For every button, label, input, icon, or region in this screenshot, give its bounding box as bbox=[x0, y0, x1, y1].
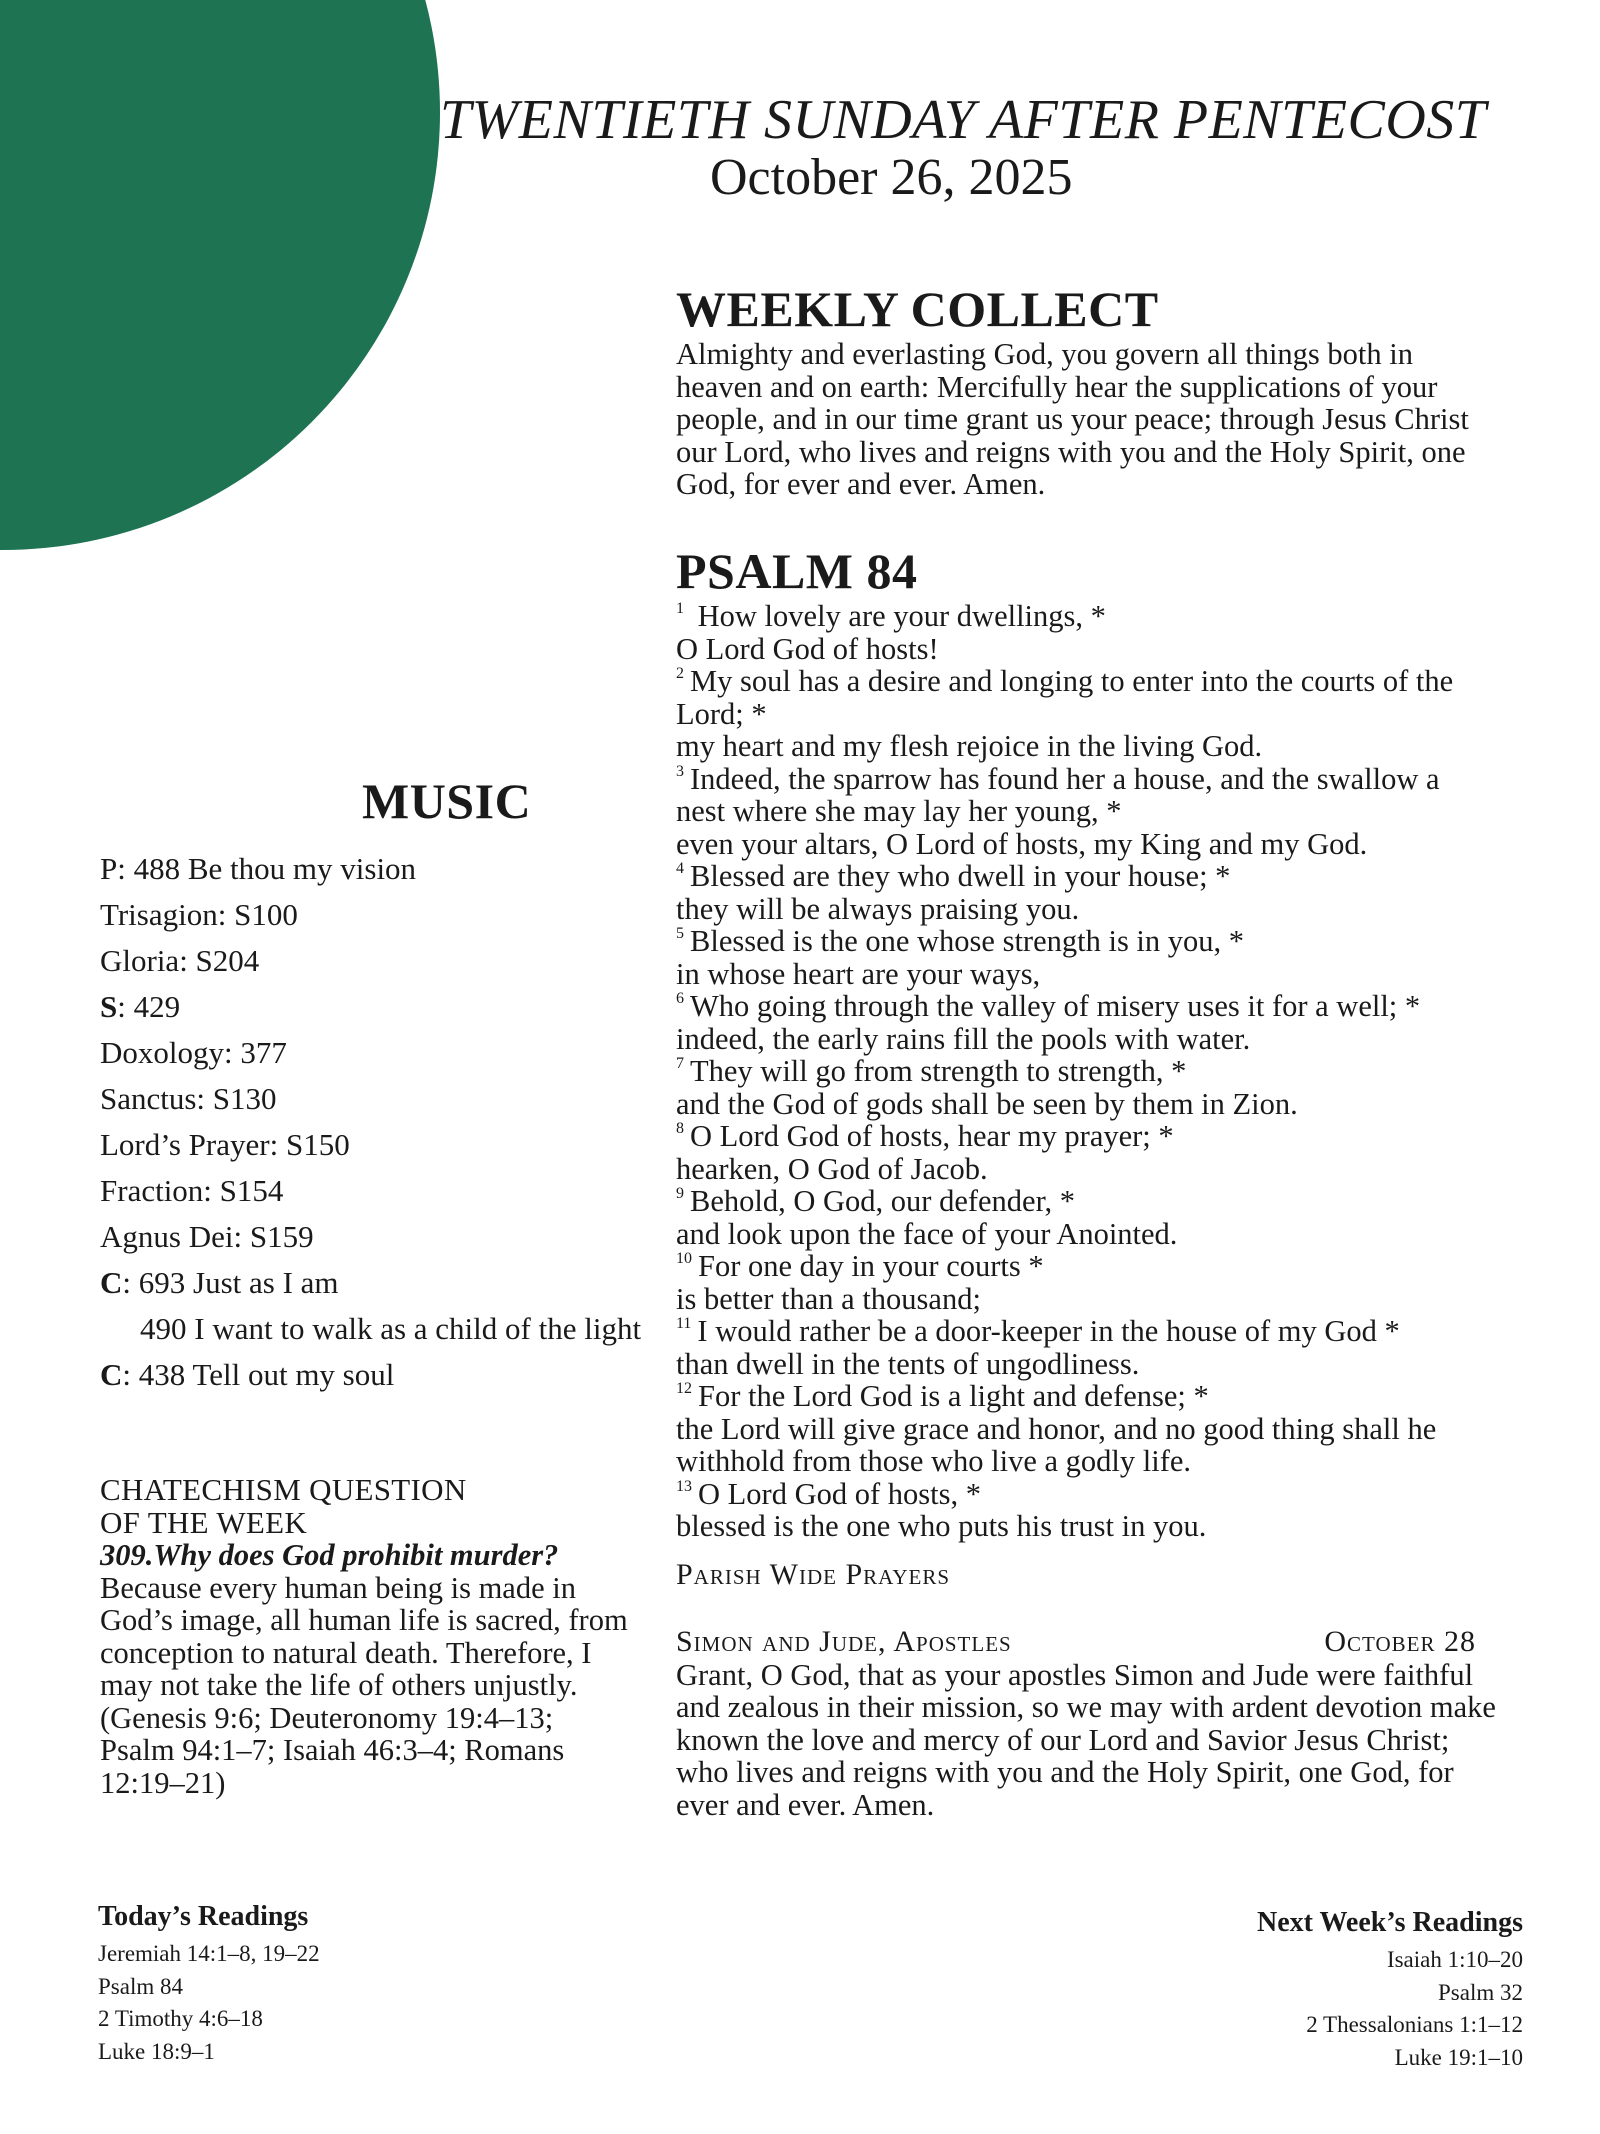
verse-text: Behold, O God, our defender, * bbox=[690, 1184, 1076, 1218]
reading-item: Psalm 84 bbox=[98, 1973, 183, 1999]
music-item bbox=[100, 1352, 660, 1398]
verse-text: even your altars, O Lord of hosts, my King and my God. bbox=[676, 826, 1368, 861]
music-item bbox=[100, 1076, 660, 1122]
music-item-text: Gloria: S204 bbox=[100, 943, 260, 978]
verse-text: is better than a thousand; bbox=[676, 1281, 981, 1316]
music-item bbox=[100, 984, 660, 1030]
catechism-answer bbox=[100, 1572, 660, 1800]
psalm-line bbox=[676, 1218, 1556, 1251]
catechism-heading: CHATECHISM QUESTION bbox=[100, 1472, 467, 1507]
page-date: October 26, 2025 bbox=[710, 149, 1073, 206]
psalm-line bbox=[676, 763, 1556, 796]
reading-item: Luke 18:9–1 bbox=[98, 2038, 215, 2064]
parish-prayers-heading: Parish Wide Prayers bbox=[676, 1558, 951, 1591]
catechism-line: God’s image, all human life is sacred, from bbox=[100, 1603, 628, 1637]
music-item-text: Fraction: S154 bbox=[100, 1173, 284, 1208]
verse-text: O Lord God of hosts! bbox=[676, 631, 939, 666]
music-heading: MUSIC bbox=[362, 773, 532, 829]
feast-name: Simon and Jude, Apostles bbox=[676, 1625, 1012, 1658]
verse-text: Lord; * bbox=[676, 696, 767, 731]
reading-item: Jeremiah 14:1–8, 19–22 bbox=[98, 1941, 320, 1966]
music-item bbox=[100, 846, 660, 892]
psalm-line bbox=[676, 1380, 1556, 1413]
feast-line: Grant, O God, that as your apostles Simon and Jude were faithful bbox=[676, 1657, 1474, 1692]
catechism-line: Psalm 94:1–7; Isaiah 46:3–4; Romans bbox=[100, 1733, 565, 1767]
psalm-line bbox=[676, 1185, 1556, 1218]
music-item-text: : 693 Just as I am bbox=[122, 1265, 339, 1300]
verse-text: than dwell in the tents of ungodliness. bbox=[676, 1346, 1140, 1381]
music-item-prefix: S bbox=[100, 989, 118, 1024]
reading-item: 2 Thessalonians 1:1–12 bbox=[1306, 2012, 1523, 2037]
psalm-section bbox=[676, 542, 1556, 1543]
catechism-line: (Genesis 9:6; Deuteronomy 19:4–13; bbox=[100, 1700, 554, 1735]
collect-heading: WEEKLY COLLECT bbox=[676, 281, 1159, 337]
collect-text bbox=[676, 338, 1536, 501]
music-item-text: : 438 Tell out my soul bbox=[122, 1357, 395, 1392]
music-item-text: Agnus Dei: S159 bbox=[100, 1219, 314, 1254]
verse-text: in whose heart are your ways, bbox=[676, 956, 1041, 991]
catechism-line: Because every human being is made in bbox=[100, 1570, 576, 1605]
psalm-line bbox=[676, 1315, 1556, 1348]
psalm-line bbox=[676, 795, 1556, 828]
verse-number: 2 bbox=[676, 665, 684, 682]
music-item bbox=[100, 1214, 660, 1260]
collect-line: heaven and on earth: Mercifully hear the supplications of your bbox=[676, 369, 1438, 404]
reading-item: Psalm 32 bbox=[1438, 1979, 1523, 2005]
verse-text: and look upon the face of your Anointed. bbox=[676, 1216, 1178, 1251]
psalm-line bbox=[676, 1413, 1556, 1446]
psalm-line bbox=[676, 1250, 1556, 1283]
verse-text: For the Lord God is a light and defense; * bbox=[698, 1379, 1209, 1413]
verse-number: 9 bbox=[676, 1185, 684, 1202]
reading-item: Isaiah 1:10–20 bbox=[1386, 1947, 1523, 1972]
feast-line: known the love and mercy of our Lord and Savior Jesus Christ; bbox=[676, 1722, 1450, 1757]
verse-number: 3 bbox=[676, 762, 684, 780]
psalm-line bbox=[676, 893, 1556, 926]
verse-text: indeed, the early rains fill the pools with water. bbox=[676, 1021, 1251, 1056]
verse-text: blessed is the one who puts his trust in you. bbox=[676, 1509, 1207, 1543]
psalm-line bbox=[676, 1478, 1556, 1511]
verse-text: and the God of gods shall be seen by them in Zion. bbox=[676, 1086, 1298, 1121]
reading-item: 2 Timothy 4:6–18 bbox=[98, 2006, 263, 2031]
verse-number: 12 bbox=[676, 1380, 692, 1397]
music-item-text: Doxology: 377 bbox=[100, 1035, 287, 1070]
verse-number: 6 bbox=[676, 990, 684, 1007]
verse-text: my heart and my flesh rejoice in the living God. bbox=[676, 729, 1263, 763]
verse-number: 5 bbox=[676, 925, 684, 942]
music-item-text: Lord’s Prayer: S150 bbox=[100, 1127, 350, 1162]
next-week-readings-heading: Next Week’s Readings bbox=[1257, 1907, 1523, 1938]
psalm-line bbox=[676, 1153, 1556, 1186]
page-title: TWENTIETH SUNDAY AFTER PENTECOST bbox=[440, 89, 1487, 151]
catechism-section bbox=[100, 1474, 660, 1799]
psalm-heading: PSALM 84 bbox=[676, 543, 918, 599]
catechism-line: may not take the life of others unjustly. bbox=[100, 1668, 578, 1702]
decorative-green-circle bbox=[0, 0, 440, 550]
feast-line: who lives and reigns with you and the Holy Spirit, one God, for bbox=[676, 1755, 1454, 1789]
music-item-prefix: C bbox=[100, 1265, 123, 1300]
catechism-question: 309.Why does God prohibit murder? bbox=[100, 1538, 559, 1572]
music-item-text: : 429 bbox=[117, 989, 181, 1024]
feast-date: October 28 bbox=[1324, 1625, 1476, 1658]
verse-number: 13 bbox=[676, 1477, 692, 1495]
music-item-prefix: C bbox=[100, 1357, 123, 1392]
music-item bbox=[100, 1030, 660, 1076]
verse-text: I would rather be a door-keeper in the house of my God * bbox=[697, 1314, 1400, 1348]
psalm-line bbox=[676, 828, 1556, 861]
verse-number: 10 bbox=[676, 1250, 692, 1267]
music-item-text: Trisagion: S100 bbox=[100, 897, 298, 932]
reading-item: Luke 19:1–10 bbox=[1394, 2044, 1523, 2070]
psalm-line bbox=[676, 1283, 1556, 1316]
music-item bbox=[100, 892, 660, 938]
catechism-line: conception to natural death. Therefore, I bbox=[100, 1635, 592, 1670]
verse-text: Who going through the valley of misery uses it for a well; * bbox=[690, 989, 1421, 1023]
music-item bbox=[100, 1122, 660, 1168]
verse-number: 1 bbox=[676, 600, 684, 617]
catechism-heading-line2: OF THE WEEK bbox=[100, 1504, 308, 1540]
music-list bbox=[100, 846, 660, 1398]
verse-text: the Lord will give grace and honor, and no good thing shall he bbox=[676, 1411, 1437, 1446]
psalm-line bbox=[676, 958, 1556, 991]
psalm-line bbox=[676, 925, 1556, 958]
verse-text: O Lord God of hosts, * bbox=[698, 1476, 981, 1511]
psalm-line bbox=[676, 1023, 1556, 1056]
weekly-collect-section bbox=[676, 280, 1536, 501]
collect-line: Almighty and everlasting God, you govern all things both in bbox=[676, 337, 1413, 371]
verse-text: hearken, O God of Jacob. bbox=[676, 1151, 988, 1186]
verse-text: Blessed are they who dwell in your house; * bbox=[690, 859, 1231, 893]
verse-text: How lovely are your dwellings, * bbox=[690, 599, 1106, 633]
psalm-line bbox=[676, 860, 1556, 893]
verse-number: 7 bbox=[676, 1055, 684, 1072]
psalm-line bbox=[676, 1088, 1556, 1121]
psalm-line bbox=[676, 698, 1556, 731]
verse-text: they will be always praising you. bbox=[676, 891, 1080, 926]
psalm-line bbox=[676, 1055, 1556, 1088]
verse-text: For one day in your courts * bbox=[698, 1249, 1044, 1283]
music-item-text: P: 488 Be thou my vision bbox=[100, 851, 417, 886]
psalm-line bbox=[676, 990, 1556, 1023]
verse-text: withhold from those who live a godly life. bbox=[676, 1444, 1192, 1478]
collect-line: our Lord, who lives and reigns with you and the Holy Spirit, one bbox=[676, 434, 1466, 469]
verse-text: nest where she may lay her young, * bbox=[676, 794, 1122, 828]
verse-text: Blessed is the one whose strength is in you, * bbox=[690, 924, 1245, 958]
next-week-readings bbox=[1257, 1906, 1523, 2074]
verse-number: 4 bbox=[676, 860, 684, 877]
catechism-line: 12:19–21) bbox=[100, 1765, 226, 1800]
psalm-line bbox=[676, 1445, 1556, 1478]
todays-readings-heading: Today’s Readings bbox=[98, 1901, 309, 1932]
verse-text: My soul has a desire and longing to enter into the courts of the bbox=[690, 664, 1454, 698]
verse-text: O Lord God of hosts, hear my prayer; * bbox=[690, 1119, 1174, 1153]
feast-prayer bbox=[676, 1659, 1556, 1822]
psalm-text bbox=[676, 600, 1556, 1543]
todays-readings bbox=[98, 1900, 320, 2068]
psalm-line bbox=[676, 1348, 1556, 1381]
psalm-line bbox=[676, 633, 1556, 666]
verse-text: Indeed, the sparrow has found her a house, and the swallow a bbox=[690, 761, 1440, 796]
psalm-line bbox=[676, 665, 1556, 698]
psalm-line bbox=[676, 730, 1556, 763]
feast-section bbox=[676, 1626, 1556, 1821]
feast-line: ever and ever. Amen. bbox=[676, 1787, 935, 1822]
music-item bbox=[100, 1260, 660, 1306]
music-item bbox=[100, 938, 660, 984]
collect-line: people, and in our time grant us your peace; through Jesus Christ bbox=[676, 402, 1469, 436]
music-item bbox=[100, 1168, 660, 1214]
psalm-line bbox=[676, 600, 1556, 633]
psalm-line bbox=[676, 1120, 1556, 1153]
collect-line: God, for ever and ever. Amen. bbox=[676, 467, 1046, 501]
verse-text: They will go from strength to strength, * bbox=[690, 1054, 1187, 1088]
feast-line: and zealous in their mission, so we may with ardent devotion make bbox=[676, 1690, 1496, 1724]
music-item-text: Sanctus: S130 bbox=[100, 1081, 277, 1116]
psalm-line bbox=[676, 1510, 1556, 1543]
verse-number: 8 bbox=[676, 1120, 684, 1137]
verse-number: 11 bbox=[676, 1315, 692, 1332]
music-item bbox=[100, 1306, 660, 1352]
music-item-text: 490 I want to walk as a child of the light bbox=[140, 1311, 642, 1346]
